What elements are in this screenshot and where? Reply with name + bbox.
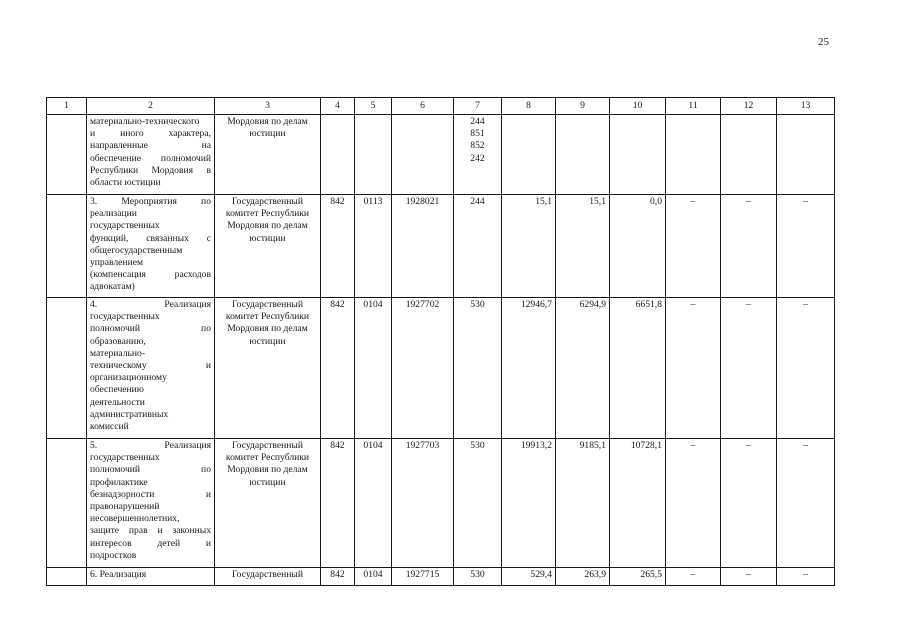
organization-cell-line: Государственный [231, 196, 304, 207]
description-cell-line: безнадзорности и [90, 488, 211, 500]
organization-cell [215, 439, 321, 568]
description-cell-line: реализации [90, 208, 137, 220]
section-code-cell: 0113 [355, 195, 392, 298]
description-cell-line: (компенсация расходов [90, 269, 211, 281]
amount-year2-cell: 0,0 [610, 195, 666, 298]
col12-cell: – [721, 439, 777, 568]
organization-cell-line: юстиции [249, 232, 286, 244]
description-cell-line: техническому и [90, 360, 211, 372]
description-cell-line: административных [90, 408, 169, 420]
table-row [47, 115, 835, 195]
organization-cell-line: комитет Республики [225, 311, 310, 323]
header-row [47, 98, 835, 115]
organization-cell [215, 298, 321, 439]
description-cell-line: обеспечение полномочий [90, 152, 211, 164]
col13-cell [777, 115, 835, 195]
ministry-code-cell: 842 [321, 195, 355, 298]
description-cell-line: полномочий по [90, 464, 211, 476]
expense-type-cell-line: 851 [470, 128, 485, 140]
description-cell-line: 4. Реализация [90, 299, 211, 310]
description-cell-line: области юстиции [90, 177, 161, 189]
description-cell-line: адвокатам) [90, 281, 135, 293]
description-cell [87, 568, 215, 586]
column-header: 3 [215, 98, 321, 115]
column-header: 10 [610, 98, 666, 115]
description-cell-line: государственных [90, 220, 160, 232]
target-code-cell: 1927703 [392, 439, 454, 568]
amount-year2-cell: 265,5 [610, 568, 666, 586]
expense-type-cell-line: 530 [470, 440, 485, 451]
target-code-cell [392, 115, 454, 195]
row-number-cell [47, 195, 87, 298]
column-header: 2 [87, 98, 215, 115]
description-cell [87, 195, 215, 298]
col13-cell: – [777, 195, 835, 298]
column-header: 8 [502, 98, 556, 115]
description-cell-line: полномочий по [90, 323, 211, 335]
budget-table [46, 97, 835, 586]
target-code-cell: 1927702 [392, 298, 454, 439]
description-cell-line: общегосударственным [90, 244, 183, 256]
expense-type-cell [454, 195, 502, 298]
organization-cell-line: Мордовия по делам [227, 220, 308, 232]
column-header: 1 [47, 98, 87, 115]
description-cell-line: 6. Реализация [90, 569, 147, 580]
row-number-cell [47, 568, 87, 586]
table-row [47, 568, 835, 586]
col13-cell: – [777, 439, 835, 568]
organization-cell-line: Государственный [231, 569, 304, 580]
description-cell [87, 115, 215, 195]
description-cell-line: государственных [90, 311, 160, 323]
expense-type-cell [454, 115, 502, 195]
ministry-code-cell: 842 [321, 568, 355, 586]
column-header: 5 [355, 98, 392, 115]
description-cell-line: 5. Реализация [90, 440, 211, 451]
row-number-cell [47, 115, 87, 195]
expense-type-cell-line: 852 [470, 140, 485, 152]
organization-cell [215, 568, 321, 586]
description-cell-line: интересов детей и [90, 537, 211, 549]
organization-cell-line: Мордовия по делам [227, 116, 308, 127]
expense-type-cell-line: 530 [470, 569, 485, 580]
amount-year2-cell [610, 115, 666, 195]
col11-cell [666, 115, 721, 195]
column-header: 6 [392, 98, 454, 115]
expense-type-cell [454, 568, 502, 586]
expense-type-cell-line: 244 [470, 116, 485, 127]
description-cell-line: подростков [90, 549, 137, 561]
organization-cell-line: комитет Республики [225, 208, 310, 220]
amount-total-cell: 12946,7 [502, 298, 556, 439]
amount-total-cell: 15,1 [502, 195, 556, 298]
description-cell-line: несовершеннолетних, [90, 513, 180, 525]
col13-cell: – [777, 298, 835, 439]
organization-cell-line: Государственный [231, 440, 304, 451]
description-cell-line: правонарушений [90, 501, 160, 513]
expense-type-cell-line: 530 [470, 299, 485, 310]
column-header: 4 [321, 98, 355, 115]
expense-type-cell-line: 244 [470, 196, 485, 207]
col12-cell [721, 115, 777, 195]
organization-cell-line: юстиции [249, 128, 286, 140]
description-cell-line: профилактике [90, 476, 148, 488]
column-header: 11 [666, 98, 721, 115]
amount-year1-cell: 15,1 [556, 195, 610, 298]
organization-cell-line: Мордовия по делам [227, 464, 308, 476]
table-row [47, 439, 835, 568]
col12-cell: – [721, 568, 777, 586]
organization-cell [215, 195, 321, 298]
expense-type-cell [454, 298, 502, 439]
amount-year1-cell: 6294,9 [556, 298, 610, 439]
amount-year1-cell: 263,9 [556, 568, 610, 586]
target-code-cell: 1928021 [392, 195, 454, 298]
organization-cell-line: юстиции [249, 335, 286, 347]
table-row [47, 195, 835, 298]
description-cell [87, 439, 215, 568]
section-code-cell: 0104 [355, 439, 392, 568]
col12-cell: – [721, 298, 777, 439]
col11-cell: – [666, 439, 721, 568]
target-code-cell: 1927715 [392, 568, 454, 586]
row-number-cell [47, 439, 87, 568]
page-number: 25 [818, 36, 829, 48]
amount-year1-cell: 9185,1 [556, 439, 610, 568]
amount-year1-cell [556, 115, 610, 195]
description-cell-line: функций, связанных с [90, 232, 211, 244]
description-cell-line: 3. Мероприятия по [90, 196, 211, 207]
description-cell-line: защите прав и законных [90, 525, 211, 537]
organization-cell-line: Мордовия по делам [227, 323, 308, 335]
section-code-cell: 0104 [355, 298, 392, 439]
description-cell-line: государственных [90, 452, 160, 464]
col11-cell: – [666, 298, 721, 439]
organization-cell-line: комитет Республики [225, 452, 310, 464]
organization-cell-line: Государственный [231, 299, 304, 310]
amount-year2-cell: 10728,1 [610, 439, 666, 568]
amount-total-cell: 529,4 [502, 568, 556, 586]
column-header: 13 [777, 98, 835, 115]
row-number-cell [47, 298, 87, 439]
organization-cell-line: юстиции [249, 476, 286, 488]
amount-total-cell: 19913,2 [502, 439, 556, 568]
description-cell-line: деятельности [90, 396, 145, 408]
description-cell-line: управлением [90, 257, 144, 269]
description-cell-line: Республики Мордовия в [90, 164, 211, 176]
description-cell-line: и иного характера, [90, 128, 211, 140]
ministry-code-cell: 842 [321, 298, 355, 439]
col11-cell: – [666, 195, 721, 298]
description-cell-line: организационному [90, 372, 167, 384]
column-header: 9 [556, 98, 610, 115]
column-header: 12 [721, 98, 777, 115]
description-cell [87, 298, 215, 439]
description-cell-line: материально- [90, 347, 146, 359]
table-row [47, 298, 835, 439]
expense-type-cell [454, 439, 502, 568]
organization-cell [215, 115, 321, 195]
col11-cell: – [666, 568, 721, 586]
col12-cell: – [721, 195, 777, 298]
description-cell-line: материально-технического [90, 116, 200, 127]
description-cell-line: направленные на [90, 140, 211, 152]
ministry-code-cell [321, 115, 355, 195]
ministry-code-cell: 842 [321, 439, 355, 568]
expense-type-cell-line: 242 [470, 152, 485, 164]
section-code-cell [355, 115, 392, 195]
column-header: 7 [454, 98, 502, 115]
description-cell-line: комиссий [90, 421, 129, 433]
section-code-cell: 0104 [355, 568, 392, 586]
col13-cell: – [777, 568, 835, 586]
amount-year2-cell: 6651,8 [610, 298, 666, 439]
description-cell-line: обеспечению [90, 384, 144, 396]
amount-total-cell [502, 115, 556, 195]
description-cell-line: образованию, [90, 335, 146, 347]
